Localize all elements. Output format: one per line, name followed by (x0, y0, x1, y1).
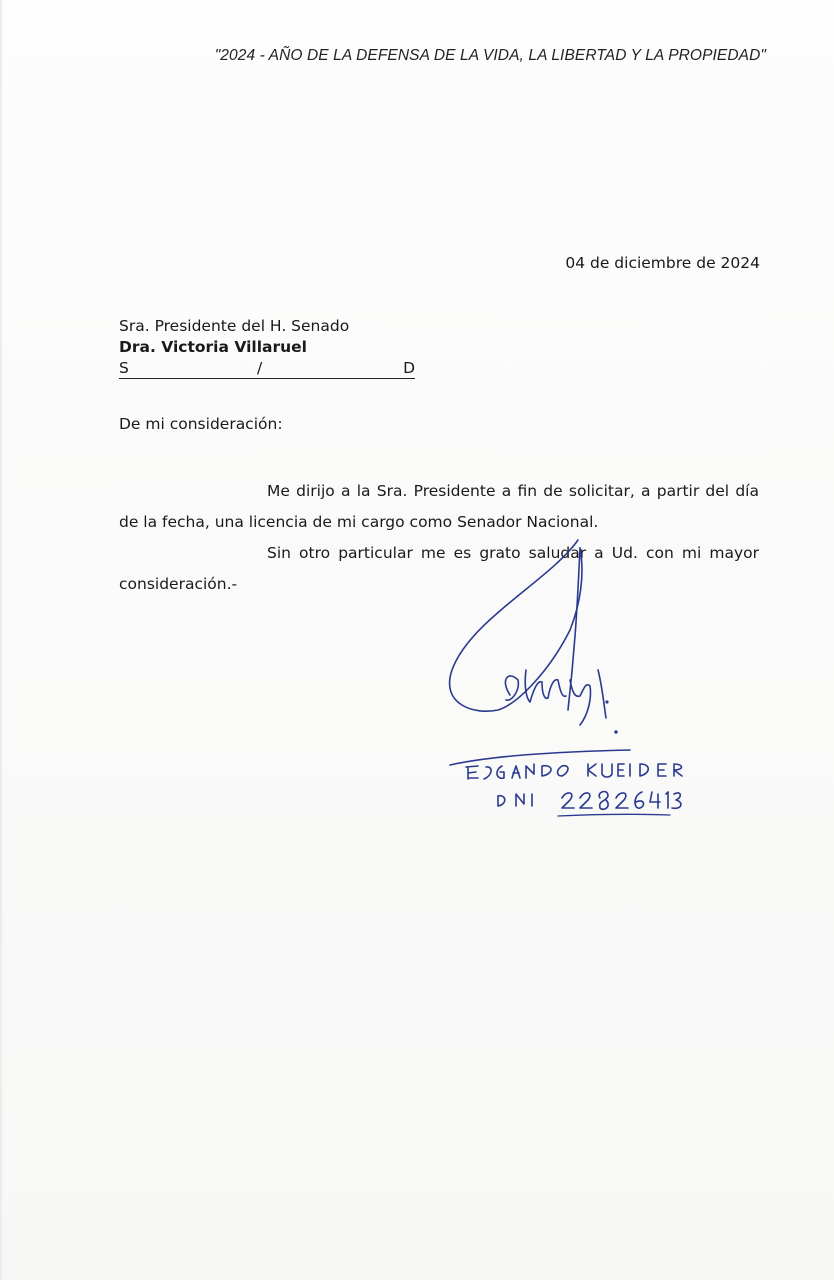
sd-d: D (403, 359, 415, 377)
sd-s: S (119, 359, 129, 377)
recipient-name: Dra. Victoria Villaruel (119, 338, 307, 356)
scan-edge-shadow (0, 0, 3, 1280)
body-paragraph-2: Sin otro particular me es grato saludar a Ud. con mi mayor consideración.- (119, 544, 759, 593)
recipient-title: Sra. Presidente del H. Senado (119, 317, 350, 335)
greeting: De mi consideración: (119, 415, 283, 433)
sd-slash: / (257, 359, 263, 377)
body-paragraph-1: Me dirijo a la Sra. Presidente a fin de solicitar, a partir del día de la fecha, una licencia de mi cargo como Senador Nacional. (119, 482, 759, 531)
sd-line (119, 358, 415, 379)
addressee-block (119, 316, 415, 379)
year-motto-header: "2024 - AÑO DE LA DEFENSA DE LA VIDA, LA LIBERTAD Y LA PROPIEDAD" (214, 47, 766, 64)
letter-date: 04 de diciembre de 2024 (565, 254, 760, 272)
handwritten-signature (430, 520, 730, 830)
